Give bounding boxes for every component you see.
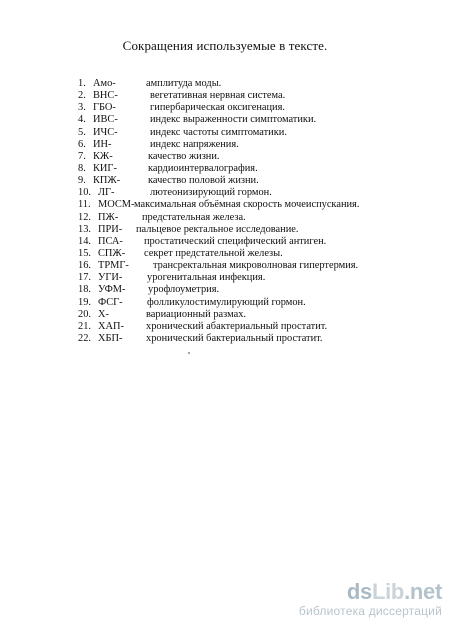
abbreviation-entry	[78, 247, 283, 260]
entry-abbreviation: МОСМ-	[98, 199, 135, 211]
watermark-subtitle: библиотека диссертаций	[298, 604, 442, 618]
entry-abbreviation: Амо-	[93, 78, 116, 89]
abbreviation-entry	[78, 332, 323, 345]
entry-abbreviation: ВНС-	[93, 90, 118, 102]
entry-definition: качество половой жизни.	[148, 175, 259, 187]
entry-definition: урогенитальная инфекция.	[147, 272, 266, 284]
entry-number: 10.	[78, 187, 91, 199]
abbreviation-entry	[78, 187, 272, 199]
entry-number: 22.	[78, 332, 91, 344]
dslib-watermark	[272, 579, 442, 619]
entry-abbreviation: ТРМГ-	[98, 260, 129, 272]
entry-definition: лютеонизирующий гормон.	[150, 187, 272, 199]
entry-abbreviation: ИН-	[93, 138, 112, 150]
entry-number: 20.	[78, 308, 91, 320]
entry-number: 6.	[78, 138, 86, 150]
entry-abbreviation: ГБО-	[93, 102, 116, 114]
entry-number: 8.	[78, 162, 86, 174]
entry-number: 9.	[78, 175, 86, 187]
entry-number: 14.	[78, 235, 91, 247]
entry-number: 21.	[78, 320, 91, 332]
entry-abbreviation: ПРИ-	[98, 223, 123, 235]
entry-number: 5.	[78, 126, 86, 138]
entry-number: 4.	[78, 114, 86, 126]
abbreviation-entry	[78, 296, 306, 309]
abbreviation-entry	[78, 175, 259, 187]
entry-definition: фолликулостимулирующий гормон.	[147, 296, 306, 308]
abbreviation-entry	[78, 235, 327, 248]
entry-definition: индекс выраженности симптоматики.	[150, 114, 317, 126]
entry-definition: индекс напряжения.	[150, 138, 239, 150]
entry-definition: вариационный размах.	[146, 308, 246, 320]
watermark-logo: dsLib.net	[346, 579, 442, 604]
entry-abbreviation: ИВС-	[93, 114, 118, 126]
abbreviation-entry	[78, 114, 317, 126]
entry-number: 12.	[78, 211, 91, 223]
entry-abbreviation: ЛГ-	[98, 187, 115, 199]
entry-definition: качество жизни.	[148, 150, 220, 162]
abbreviation-entry	[78, 223, 299, 236]
entry-definition: трансректальная микроволновая гипертермия.	[153, 260, 359, 272]
entry-abbreviation: ПСА-	[98, 235, 123, 247]
entry-definition: простатический специфический антиген.	[144, 235, 327, 247]
entry-abbreviation: ПЖ-	[98, 211, 119, 223]
abbreviation-entry	[78, 308, 246, 321]
entry-number: 19.	[78, 296, 91, 308]
abbreviation-entry	[78, 150, 220, 163]
abbreviation-entry	[78, 199, 360, 211]
entry-number: 11.	[78, 199, 91, 211]
entry-abbreviation: ИЧС-	[93, 126, 118, 138]
entry-abbreviation: КПЖ-	[93, 175, 121, 187]
entry-definition: максимальная объёмная скорость мочеиспускания.	[134, 199, 360, 211]
abbreviation-entry	[78, 162, 258, 175]
entry-number: 13.	[78, 223, 91, 235]
entry-definition: пальцевое ректальное исследование.	[136, 223, 299, 235]
abbreviation-entry	[78, 272, 266, 284]
abbreviation-entry	[78, 90, 286, 102]
entry-abbreviation: Х-	[98, 308, 109, 320]
entry-abbreviation: ХБП-	[98, 332, 123, 344]
entry-definition: вегетативная нервная система.	[150, 90, 286, 102]
entry-number: 18.	[78, 284, 91, 296]
entry-definition: секрет предстательной железы.	[144, 247, 283, 259]
abbreviation-list	[78, 78, 360, 345]
abbreviation-entry	[78, 260, 359, 272]
entry-definition: хронический абактериальный простатит.	[146, 320, 328, 332]
abbreviation-entry	[78, 211, 246, 224]
abbreviation-entry	[78, 78, 222, 90]
entry-definition: хронический бактериальный простатит.	[146, 332, 323, 344]
entry-number: 16.	[78, 260, 91, 272]
entry-definition: предстательная железа.	[142, 211, 246, 223]
entry-number: 7.	[78, 150, 86, 162]
abbreviation-entry	[78, 126, 287, 139]
entry-number: 15.	[78, 247, 91, 259]
entry-abbreviation: ФСГ-	[98, 296, 123, 308]
abbreviation-entry	[78, 102, 285, 114]
entry-number: 3.	[78, 102, 86, 114]
document-title: Сокращения используемые в тексте.	[122, 38, 328, 53]
abbreviation-entry	[78, 138, 239, 151]
entry-definition: кардиоинтервалография.	[148, 162, 258, 174]
abbreviation-entry	[78, 284, 220, 296]
stray-dot	[188, 352, 190, 354]
entry-definition: индекс частоты симптоматики.	[150, 126, 287, 138]
entry-abbreviation: КИГ-	[93, 162, 117, 174]
entry-number: 2.	[78, 90, 86, 102]
entry-abbreviation: СПЖ-	[98, 247, 126, 259]
entry-abbreviation: ХАП-	[98, 320, 124, 332]
entry-number: 17.	[78, 272, 91, 284]
entry-number: 1.	[78, 78, 86, 89]
entry-abbreviation: КЖ-	[93, 150, 113, 162]
entry-definition: урофлоуметрия.	[148, 284, 220, 296]
entry-abbreviation: УФМ-	[98, 284, 126, 296]
entry-abbreviation: УГИ-	[98, 272, 123, 284]
entry-definition: амплитуда моды.	[146, 78, 222, 89]
entry-definition: гипербарическая оксигенация.	[150, 102, 285, 114]
abbreviation-entry	[78, 320, 328, 333]
